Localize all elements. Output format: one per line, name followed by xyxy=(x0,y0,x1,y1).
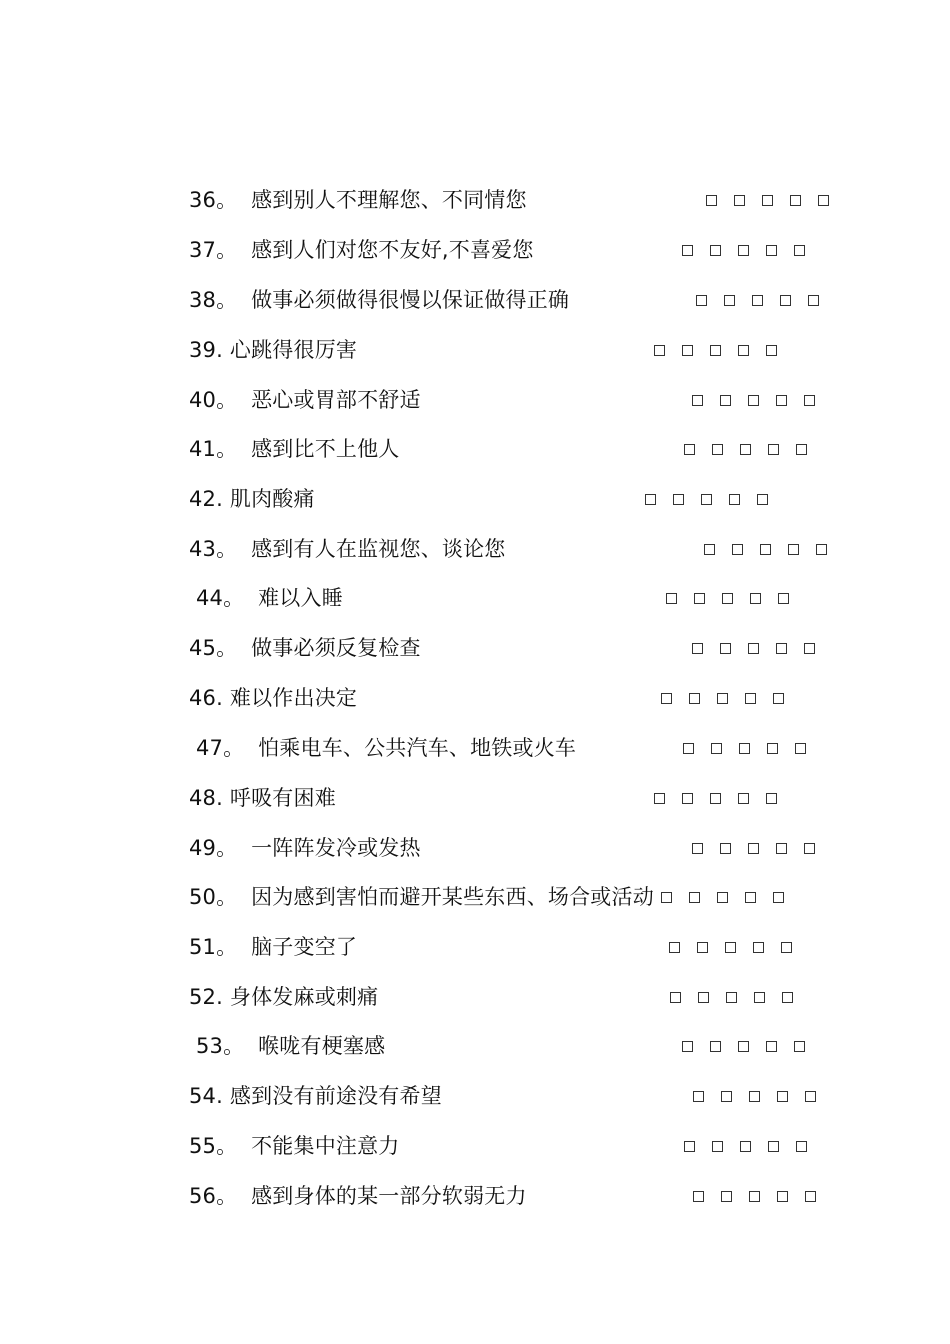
option-checkbox-2[interactable] xyxy=(712,444,723,455)
question-label: 心跳得很厉害 xyxy=(229,338,358,362)
question-text xyxy=(189,175,527,225)
question-label: 感到比不上他人 xyxy=(251,437,400,461)
question-49 xyxy=(0,823,950,873)
question-text xyxy=(189,1071,442,1121)
question-label: 难以入睡 xyxy=(258,586,343,610)
question-label: 做事必须做得很慢以保证做得正确 xyxy=(251,288,570,312)
question-text xyxy=(189,872,654,922)
question-label: 身体发麻或刺痛 xyxy=(229,985,379,1009)
question-text xyxy=(189,623,421,673)
option-checkbox-1[interactable] xyxy=(682,1041,693,1052)
question-text xyxy=(189,673,357,723)
option-checkbox-2[interactable] xyxy=(673,494,684,505)
option-checkbox-3[interactable] xyxy=(749,1191,760,1202)
option-checkbox-2[interactable] xyxy=(694,593,705,604)
option-group xyxy=(696,275,819,325)
option-checkbox-4[interactable] xyxy=(729,494,740,505)
question-number: 36。 xyxy=(189,188,238,212)
option-group xyxy=(693,1071,816,1121)
option-checkbox-3[interactable] xyxy=(740,444,751,455)
question-number: 46. xyxy=(189,686,223,710)
option-checkbox-1[interactable] xyxy=(654,345,665,356)
option-checkbox-4[interactable] xyxy=(777,1191,788,1202)
question-label: 感到没有前途没有希望 xyxy=(229,1084,442,1108)
question-54 xyxy=(0,1071,950,1121)
question-number: 37。 xyxy=(189,238,238,262)
question-text xyxy=(189,972,378,1022)
question-number: 41。 xyxy=(189,437,238,461)
option-checkbox-3[interactable] xyxy=(760,544,771,555)
option-checkbox-5[interactable] xyxy=(796,1141,807,1152)
option-checkbox-1[interactable] xyxy=(670,992,681,1003)
option-checkbox-4[interactable] xyxy=(776,395,787,406)
question-number: 39. xyxy=(189,338,223,362)
option-checkbox-2[interactable] xyxy=(721,1191,732,1202)
option-group xyxy=(682,225,805,275)
option-checkbox-4[interactable] xyxy=(745,892,756,903)
question-label: 感到身体的某一部分软弱无力 xyxy=(251,1184,527,1208)
option-checkbox-4[interactable] xyxy=(753,942,764,953)
question-label: 感到有人在监视您、谈论您 xyxy=(251,537,506,561)
question-label: 不能集中注意力 xyxy=(251,1134,400,1158)
option-checkbox-3[interactable] xyxy=(752,295,763,306)
option-checkbox-5[interactable] xyxy=(782,992,793,1003)
option-checkbox-2[interactable] xyxy=(712,1141,723,1152)
option-checkbox-3[interactable] xyxy=(738,1041,749,1052)
option-checkbox-2[interactable] xyxy=(698,992,709,1003)
question-text xyxy=(189,922,357,972)
option-checkbox-1[interactable] xyxy=(696,295,707,306)
question-number: 40。 xyxy=(189,388,238,412)
option-checkbox-3[interactable] xyxy=(738,245,749,256)
question-text xyxy=(189,225,534,275)
option-group xyxy=(706,175,829,225)
option-group xyxy=(704,524,827,574)
option-checkbox-4[interactable] xyxy=(780,295,791,306)
question-53 xyxy=(0,1021,950,1071)
option-group xyxy=(684,424,807,474)
option-checkbox-1[interactable] xyxy=(661,892,672,903)
option-checkbox-5[interactable] xyxy=(808,295,819,306)
question-number: 42. xyxy=(189,487,223,511)
option-checkbox-1[interactable] xyxy=(682,245,693,256)
question-label: 难以作出决定 xyxy=(229,686,358,710)
question-label: 怕乘电车、公共汽车、地铁或火车 xyxy=(258,736,577,760)
option-checkbox-3[interactable] xyxy=(748,643,759,654)
question-number: 52. xyxy=(189,985,223,1009)
option-checkbox-3[interactable] xyxy=(748,843,759,854)
option-checkbox-5[interactable] xyxy=(794,245,805,256)
question-44 xyxy=(0,573,950,623)
option-checkbox-5[interactable] xyxy=(766,793,777,804)
question-number: 38。 xyxy=(189,288,238,312)
question-45 xyxy=(0,623,950,673)
question-text xyxy=(189,424,400,474)
question-52 xyxy=(0,972,950,1022)
option-checkbox-2[interactable] xyxy=(720,395,731,406)
question-48 xyxy=(0,773,950,823)
option-group xyxy=(645,474,768,524)
option-checkbox-1[interactable] xyxy=(693,1191,704,1202)
question-label: 肌肉酸痛 xyxy=(229,487,315,511)
option-checkbox-5[interactable] xyxy=(804,643,815,654)
question-36 xyxy=(0,175,950,225)
option-checkbox-1[interactable] xyxy=(704,544,715,555)
option-checkbox-2[interactable] xyxy=(697,942,708,953)
question-text xyxy=(189,375,421,425)
option-checkbox-3[interactable] xyxy=(722,593,733,604)
option-checkbox-1[interactable] xyxy=(692,843,703,854)
question-label: 恶心或胃部不舒适 xyxy=(251,388,421,412)
option-checkbox-2[interactable] xyxy=(720,843,731,854)
option-checkbox-1[interactable] xyxy=(654,793,665,804)
question-label: 感到人们对您不友好,不喜爱您 xyxy=(251,238,534,262)
option-group xyxy=(654,773,777,823)
option-checkbox-2[interactable] xyxy=(689,693,700,704)
option-checkbox-5[interactable] xyxy=(781,942,792,953)
option-group xyxy=(684,1121,807,1171)
option-checkbox-4[interactable] xyxy=(777,1091,788,1102)
option-group xyxy=(692,623,815,673)
question-label: 因为感到害怕而避开某些东西、场合或活动 xyxy=(251,885,654,909)
question-39 xyxy=(0,325,950,375)
question-number: 43。 xyxy=(189,537,238,561)
question-text xyxy=(189,1121,400,1171)
question-label: 做事必须反复检查 xyxy=(251,636,421,660)
question-number: 47。 xyxy=(196,736,245,760)
option-checkbox-1[interactable] xyxy=(693,1091,704,1102)
option-checkbox-5[interactable] xyxy=(816,544,827,555)
option-checkbox-4[interactable] xyxy=(745,693,756,704)
option-checkbox-3[interactable] xyxy=(739,743,750,754)
question-38 xyxy=(0,275,950,325)
question-number: 56。 xyxy=(189,1184,238,1208)
option-checkbox-5[interactable] xyxy=(773,693,784,704)
option-checkbox-3[interactable] xyxy=(701,494,712,505)
option-checkbox-3[interactable] xyxy=(725,942,736,953)
question-50 xyxy=(0,872,950,922)
option-checkbox-3[interactable] xyxy=(762,195,773,206)
option-group xyxy=(693,1171,816,1221)
option-checkbox-4[interactable] xyxy=(750,593,761,604)
question-label: 一阵阵发冷或发热 xyxy=(251,836,421,860)
question-42 xyxy=(0,474,950,524)
option-checkbox-1[interactable] xyxy=(706,195,717,206)
option-checkbox-5[interactable] xyxy=(805,1191,816,1202)
question-56 xyxy=(0,1171,950,1221)
option-checkbox-4[interactable] xyxy=(767,743,778,754)
option-checkbox-1[interactable] xyxy=(692,643,703,654)
option-checkbox-3[interactable] xyxy=(717,693,728,704)
option-checkbox-3[interactable] xyxy=(726,992,737,1003)
question-number: 54. xyxy=(189,1084,223,1108)
option-checkbox-3[interactable] xyxy=(740,1141,751,1152)
option-checkbox-2[interactable] xyxy=(682,345,693,356)
option-group xyxy=(654,325,777,375)
option-checkbox-5[interactable] xyxy=(766,345,777,356)
question-51 xyxy=(0,922,950,972)
option-checkbox-5[interactable] xyxy=(804,395,815,406)
option-checkbox-5[interactable] xyxy=(804,843,815,854)
option-group xyxy=(683,723,806,773)
option-checkbox-5[interactable] xyxy=(805,1091,816,1102)
question-text xyxy=(196,1021,385,1071)
question-text xyxy=(189,325,357,375)
question-40 xyxy=(0,375,950,425)
question-47 xyxy=(0,723,950,773)
option-group xyxy=(682,1021,805,1071)
option-checkbox-2[interactable] xyxy=(710,245,721,256)
option-checkbox-4[interactable] xyxy=(768,1141,779,1152)
question-text xyxy=(189,823,421,873)
question-number: 51。 xyxy=(189,935,238,959)
option-checkbox-5[interactable] xyxy=(773,892,784,903)
question-label: 呼吸有困难 xyxy=(229,786,336,810)
question-43 xyxy=(0,524,950,574)
question-number: 55。 xyxy=(189,1134,238,1158)
question-text xyxy=(196,573,343,623)
option-checkbox-2[interactable] xyxy=(710,1041,721,1052)
option-group xyxy=(666,573,789,623)
option-checkbox-1[interactable] xyxy=(692,395,703,406)
option-checkbox-3[interactable] xyxy=(710,793,721,804)
option-checkbox-1[interactable] xyxy=(684,444,695,455)
option-checkbox-1[interactable] xyxy=(645,494,656,505)
question-number: 53。 xyxy=(196,1034,245,1058)
option-checkbox-4[interactable] xyxy=(788,544,799,555)
option-checkbox-5[interactable] xyxy=(794,1041,805,1052)
question-number: 44。 xyxy=(196,586,245,610)
option-checkbox-3[interactable] xyxy=(749,1091,760,1102)
question-number: 48. xyxy=(189,786,223,810)
question-label: 感到别人不理解您、不同情您 xyxy=(251,188,527,212)
option-checkbox-1[interactable] xyxy=(661,693,672,704)
option-checkbox-2[interactable] xyxy=(721,1091,732,1102)
question-number: 49。 xyxy=(189,836,238,860)
option-checkbox-2[interactable] xyxy=(711,743,722,754)
question-text xyxy=(189,524,506,574)
option-checkbox-5[interactable] xyxy=(796,444,807,455)
option-group xyxy=(692,375,815,425)
option-checkbox-5[interactable] xyxy=(778,593,789,604)
question-number: 45。 xyxy=(189,636,238,660)
option-checkbox-2[interactable] xyxy=(734,195,745,206)
option-checkbox-3[interactable] xyxy=(710,345,721,356)
question-number: 50。 xyxy=(189,885,238,909)
question-46 xyxy=(0,673,950,723)
option-group xyxy=(661,872,784,922)
option-checkbox-4[interactable] xyxy=(766,245,777,256)
option-checkbox-4[interactable] xyxy=(768,444,779,455)
option-checkbox-3[interactable] xyxy=(717,892,728,903)
option-group xyxy=(669,922,792,972)
option-checkbox-1[interactable] xyxy=(666,593,677,604)
option-checkbox-1[interactable] xyxy=(684,1141,695,1152)
option-checkbox-2[interactable] xyxy=(720,643,731,654)
option-checkbox-4[interactable] xyxy=(754,992,765,1003)
option-group xyxy=(661,673,784,723)
question-37 xyxy=(0,225,950,275)
option-checkbox-1[interactable] xyxy=(683,743,694,754)
option-group xyxy=(692,823,815,873)
question-text xyxy=(189,1171,527,1221)
option-checkbox-3[interactable] xyxy=(748,395,759,406)
question-41 xyxy=(0,424,950,474)
question-text xyxy=(189,474,315,524)
question-text xyxy=(196,723,576,773)
question-label: 喉咙有梗塞感 xyxy=(258,1034,386,1058)
option-checkbox-1[interactable] xyxy=(669,942,680,953)
option-checkbox-2[interactable] xyxy=(724,295,735,306)
option-checkbox-2[interactable] xyxy=(732,544,743,555)
option-checkbox-4[interactable] xyxy=(776,643,787,654)
option-group xyxy=(670,972,793,1022)
option-checkbox-5[interactable] xyxy=(795,743,806,754)
option-checkbox-5[interactable] xyxy=(757,494,768,505)
option-checkbox-2[interactable] xyxy=(689,892,700,903)
option-checkbox-4[interactable] xyxy=(776,843,787,854)
option-checkbox-4[interactable] xyxy=(738,345,749,356)
option-checkbox-4[interactable] xyxy=(790,195,801,206)
option-checkbox-5[interactable] xyxy=(818,195,829,206)
question-text xyxy=(189,773,336,823)
question-text xyxy=(189,275,569,325)
option-checkbox-4[interactable] xyxy=(766,1041,777,1052)
option-checkbox-4[interactable] xyxy=(738,793,749,804)
question-label: 脑子变空了 xyxy=(251,935,358,959)
option-checkbox-2[interactable] xyxy=(682,793,693,804)
question-55 xyxy=(0,1121,950,1171)
